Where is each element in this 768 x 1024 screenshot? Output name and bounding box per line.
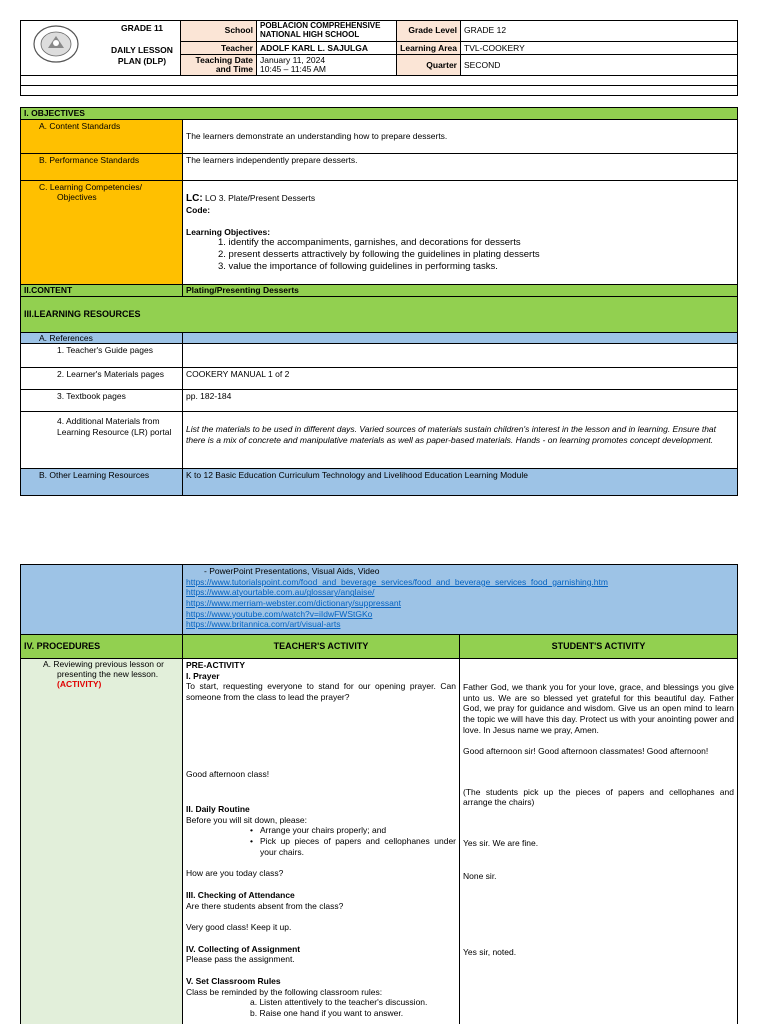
additional-materials-value: List the materials to be used in different days. Varied sources of materials sustain children's interest in the lesson and in learning. Ensure that there is a mix of concrete and manipulative materials as well as paper-based materials. Hands - on learning promotes concept development. — [183, 412, 738, 469]
performance-standards-label: B. Performance Standards — [21, 153, 183, 180]
rule-item: b. Raise one hand if you want to answer. — [250, 1007, 404, 1018]
prayer-reply: Father God, we thank you for your love, grace, and blessings you give unto us. We are so blessed yet grateful for this beautiful day. Father God, we pray for guidance and wisdom. Give us an open mind to learn the topic we will have this day. Protect us with your anointing power and love. In Jesus name we pray, Amen. — [463, 682, 734, 735]
grade-title: GRADE 11 — [120, 23, 164, 33]
teacher-value: ADOLF KARL L. SAJULGA — [257, 41, 397, 55]
materials-list — [183, 565, 738, 635]
other-resources-label: B. Other Learning Resources — [21, 469, 183, 496]
content-standards-value: The learners demonstrate an understanding how to prepare desserts. — [183, 119, 738, 153]
learners-materials-value: COOKERY MANUAL 1 of 2 — [183, 368, 738, 390]
school-label: School — [181, 21, 257, 42]
quarter-label: Quarter — [397, 55, 461, 76]
procedures-table — [20, 564, 738, 1024]
rules-reply: Yes sir, noted. — [463, 947, 517, 958]
content-value: Plating/Presenting Desserts — [183, 284, 738, 296]
link-merriam-webster[interactable]: https://www.merriam-webster.com/dictionary/suppressant — [186, 597, 401, 608]
additional-materials-label: 4. Additional Materials from Learning Resource (LR) portal — [21, 412, 183, 469]
teacher-activity-heading: TEACHER'S ACTIVITY — [183, 635, 460, 659]
attendance-reply: None sir. — [463, 870, 497, 881]
textbook-value: pp. 182-184 — [183, 390, 738, 412]
resources-heading: III.LEARNING RESOURCES — [21, 296, 738, 332]
objectives-heading: I. OBJECTIVES — [21, 108, 738, 120]
how-reply: Yes sir. We are fine. — [463, 838, 539, 848]
routine-item: • Pick up pieces of papers and cellophanes under your chairs. — [250, 836, 456, 857]
teachers-guide-value — [183, 344, 738, 368]
link-tutorialspoint[interactable]: https://www.tutorialspoint.com/food_and_beverage_services/food_and_beverage_services_food_garnishing.htm — [186, 576, 608, 587]
materials-bullet: - PowerPoint Presentations, Visual Aids, Video — [204, 566, 380, 576]
dlp-body-table — [20, 107, 738, 496]
school-value: POBLACION COMPREHENSIVE NATIONAL HIGH SCHOOL — [257, 21, 397, 42]
rule-item: a. Listen attentively to the teacher's discussion. — [250, 997, 428, 1008]
competencies-label: C. Learning Competencies/ Objectives — [21, 180, 183, 284]
content-standards-label: A. Content Standards — [21, 119, 183, 153]
procedure-a-label: A. Reviewing previous lesson or presenting the new lesson. (ACTIVITY) — [21, 659, 183, 1024]
spacer-row — [21, 76, 738, 86]
student-activity-heading: STUDENT'S ACTIVITY — [460, 635, 738, 659]
grade-level-label: Grade Level — [397, 21, 461, 42]
procedures-heading: IV. PROCEDURES — [21, 635, 183, 659]
spacer-row — [21, 86, 738, 96]
link-atyourtable[interactable]: https://www.atyourtable.com.au/glossary/anglaise/ — [186, 587, 375, 598]
grade-level-value: GRADE 12 — [461, 21, 738, 42]
learners-materials-label: 2. Learner's Materials pages — [21, 368, 183, 390]
student-activity-cell — [460, 659, 738, 1024]
other-resources-value: K to 12 Basic Education Curriculum Technology and Livelihood Education Learning Module — [183, 469, 738, 496]
textbook-label: 3. Textbook pages — [21, 390, 183, 412]
learning-area-label: Learning Area — [397, 41, 461, 55]
references-label: A. References — [21, 332, 183, 344]
link-youtube[interactable]: https://www.youtube.com/watch?v=iIdwFWStGKo — [186, 608, 373, 619]
teacher-label: Teacher — [181, 41, 257, 55]
header-brand-cell — [21, 21, 181, 76]
greeting-reply: Good afternoon sir! Good afternoon classmates! Good afternoon! — [463, 746, 709, 757]
objective-item: 2. present desserts attractively by following the guidelines in plating desserts — [218, 249, 540, 261]
teacher-activity-cell: PRE-ACTIVITY I. Prayer To start, requesting everyone to stand for our opening prayer. Can someone from the class to lead the prayer? Good afternoon class! II. Daily Routine Before you will sit down, please: • Arrange your chairs properly; and • Pick up pieces of papers and cellophanes under your chairs. How are you today class? III. Checking of Attendance Are there students absent from the class? Very good class! Keep it up. IV. Collecting of Assignment Please pass the assignment. V. Set Classroom Rules Class be reminded by the following classroom rules: a. Listen attentively to the teacher's discussion. b. Raise one hand if you want to answer. — [183, 659, 460, 1024]
objective-item: 1. identify the accompaniments, garnishes, and decorations for desserts — [218, 237, 521, 249]
routine-reply: (The students pick up the pieces of papers and cellophanes and arrange the chairs) — [463, 786, 734, 808]
link-britannica[interactable]: https://www.britannica.com/art/visual-arts — [186, 619, 341, 630]
objective-item: 3. value the importance of following guidelines in performing tasks. — [218, 261, 498, 273]
learning-area-value: TVL-COOKERY — [461, 41, 738, 55]
teachers-guide-label: 1. Teacher's Guide pages — [21, 344, 183, 368]
competencies-value: LC: LO 3. Plate/Present Desserts Code: Learning Objectives: 1. identify the accompaniments, garnishes, and decorations for desserts 2. present desserts attractively by following the guidelines in plating desserts 3. value the importance of following guidelines in performing tasks. — [183, 180, 738, 284]
performance-standards-value: The learners independently prepare desserts. — [183, 153, 738, 180]
dlp-title-1: DAILY LESSON — [111, 45, 173, 55]
date-label: Teaching Date and Time — [181, 55, 257, 76]
quarter-value: SECOND — [461, 55, 738, 76]
content-label: II.CONTENT — [21, 284, 183, 296]
activity-tag: (ACTIVITY) — [57, 678, 102, 689]
routine-item: • Arrange your chairs properly; and — [250, 825, 456, 836]
deped-seal-icon — [31, 24, 81, 64]
date-value: January 11, 2024 10:45 – 11:45 AM — [257, 55, 397, 76]
header-table — [20, 20, 738, 96]
dlp-title-2: PLAN (DLP) — [117, 56, 167, 66]
